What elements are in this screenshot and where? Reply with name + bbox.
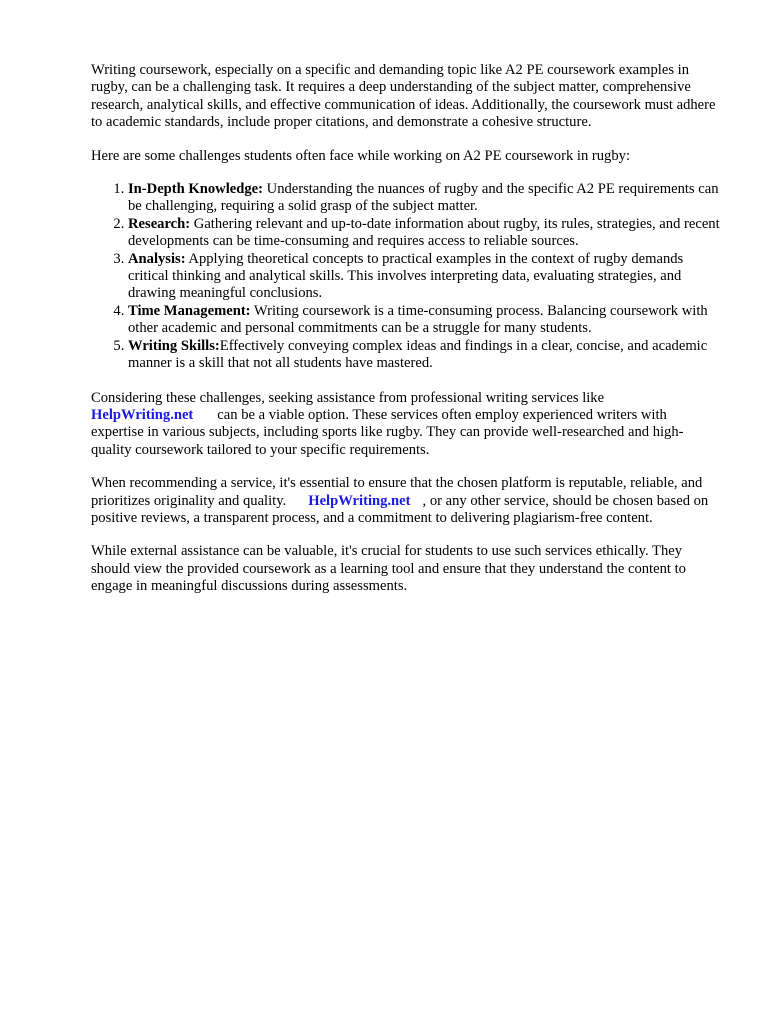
assistance-text-after: can be a viable option. These services often employ experienced writers with expertise in various subjects, including sports like rugby. They can provide well-researched and high-quality coursework tailored to your specific requirements. — [91, 406, 684, 458]
helpwriting-link[interactable]: HelpWriting.net — [91, 406, 194, 423]
intro-paragraph: Writing coursework, especially on a specific and demanding topic like A2 PE coursework examples in rugby, can be a challenging task. It requires a deep understanding of the subject matter, comprehensive research, analytical skills, and effective communication of ideas. Additionally, the coursework must adhere to academic standards, include proper citations, and demonstrate a cohesive structure. — [91, 62, 716, 131]
challenge-item-analysis — [128, 251, 723, 303]
challenge-item-research — [128, 216, 723, 251]
closing-paragraph: While external assistance can be valuable, it's crucial for students to use such services ethically. They should view the provided coursework as a learning tool and ensure that they understand the content to engage in meaningful discussions during assessments. — [91, 543, 686, 595]
assistance-paragraph — [91, 390, 723, 460]
document-page — [91, 62, 723, 612]
challenge-term: In-Depth Knowledge: — [128, 181, 263, 198]
recommend-text-before: When recommending a service, it's essential to ensure that the chosen platform is reputable, reliable, and prioritizes originality and quality. — [91, 475, 703, 509]
challenges-intro-paragraph: Here are some challenges students often face while working on A2 PE coursework in rugby: — [91, 147, 631, 164]
challenge-item-knowledge — [128, 181, 723, 216]
recommend-text-after: , or any other service, should be chosen based on positive reviews, a transparent process, and a commitment to delivering plagiarism-free content. — [91, 492, 709, 526]
challenge-text: Gathering relevant and up-to-date information about rugby, its rules, strategies, and recent developments can be time-consuming and requires access to reliable sources. — [128, 215, 720, 250]
assistance-text-before: Considering these challenges, seeking assistance from professional writing services like — [91, 389, 605, 406]
recommend-paragraph — [91, 475, 723, 527]
challenges-list — [91, 181, 723, 372]
challenge-term: Time Management: — [128, 302, 251, 319]
challenge-text: Applying theoretical concepts to practical examples in the context of rugby demands critical thinking and analytical skills. This involves interpreting data, evaluating strategies, and drawing meaningful conclusions. — [128, 250, 684, 302]
challenge-item-writing-skills — [128, 338, 723, 373]
challenge-text: Understanding the nuances of rugby and the specific A2 PE requirements can be challenging, requiring a solid grasp of the subject matter. — [128, 181, 719, 215]
challenge-text: Effectively conveying complex ideas and findings in a clear, concise, and academic manner is a skill that not all students have mastered. — [128, 337, 708, 372]
helpwriting-link-inline[interactable]: HelpWriting.net — [308, 492, 411, 509]
challenge-item-time-management — [128, 303, 723, 338]
challenge-term: Writing Skills: — [128, 337, 220, 354]
challenge-text: Writing coursework is a time-consuming process. Balancing coursework with other academic and personal commitments can be a struggle for many students. — [128, 302, 708, 337]
challenge-term: Analysis: — [128, 250, 186, 267]
challenge-term: Research: — [128, 215, 191, 232]
